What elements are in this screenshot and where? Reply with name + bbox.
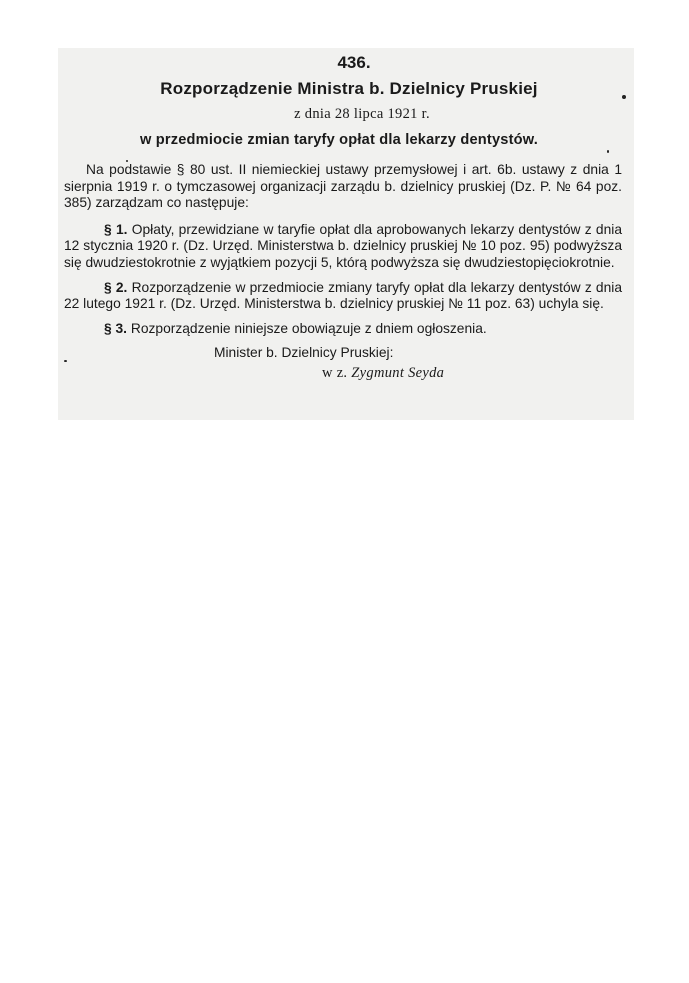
document-title: Rozporządzenie Ministra b. Dzielnicy Pruskiej (160, 79, 538, 98)
signature-line (64, 363, 622, 383)
section-3-label: § 3. (104, 320, 128, 336)
section-1-label: § 1. (104, 221, 128, 237)
document-number: 436. (337, 53, 371, 72)
section-2-text: Rozporządzenie w przedmiocie zmiany taryfy opłat dla lekarzy dentystów z dnia 22 lutego 1921 r. (Dz. Urzęd. Ministerstwa b. dzielnicy pruskiej № 11 poz. 63) uchyla się. (64, 279, 622, 312)
signature-name: Zygmunt Seyda (351, 365, 445, 382)
intro-paragraph: Na podstawie § 80 ust. II niemieckiej ustawy przemysłowej i art. 6b. ustawy z dnia 1 sierpnia 1919 r. o tymczasowej organizacji zarządu b. dzielnicy pruskiej (Dz. P. № 64 poz. 385) zarządzam co następuje: (64, 162, 622, 211)
document-subject: w przedmiocie zmian taryfy opłat dla lekarzy dentystów. (139, 132, 539, 148)
scan-speck (607, 150, 609, 153)
section-3-text: Rozporządzenie niniejsze obowiązuje z dniem ogłoszenia. (130, 320, 487, 336)
signature-prefix: w z. (322, 365, 348, 382)
document-date: z dnia 28 lipca 1921 r. (294, 106, 430, 122)
section-2-paragraph (64, 280, 622, 313)
section-3-paragraph (64, 321, 622, 338)
signatory-title: Minister b. Dzielnicy Pruskiej: (214, 345, 394, 361)
section-1-paragraph (64, 222, 622, 272)
ordinance-document (64, 52, 622, 383)
scan-speck (622, 95, 626, 99)
scan-speck (64, 360, 67, 362)
section-2-label: § 2. (104, 279, 128, 295)
scan-speck (126, 160, 128, 162)
section-1-text: Opłaty, przewidziane w taryfie opłat dla aprobowanych lekarzy dentystów z dnia 12 stycznia 1920 r. (Dz. Urzęd. Ministerstwa b. dzielnicy pruskiej № 10 poz. 95) podwyższa się dwudziestokrotnie z wyjątkiem pozycji 5, którą podwyższa się dwudziestopięciokrotnie. (64, 221, 622, 270)
